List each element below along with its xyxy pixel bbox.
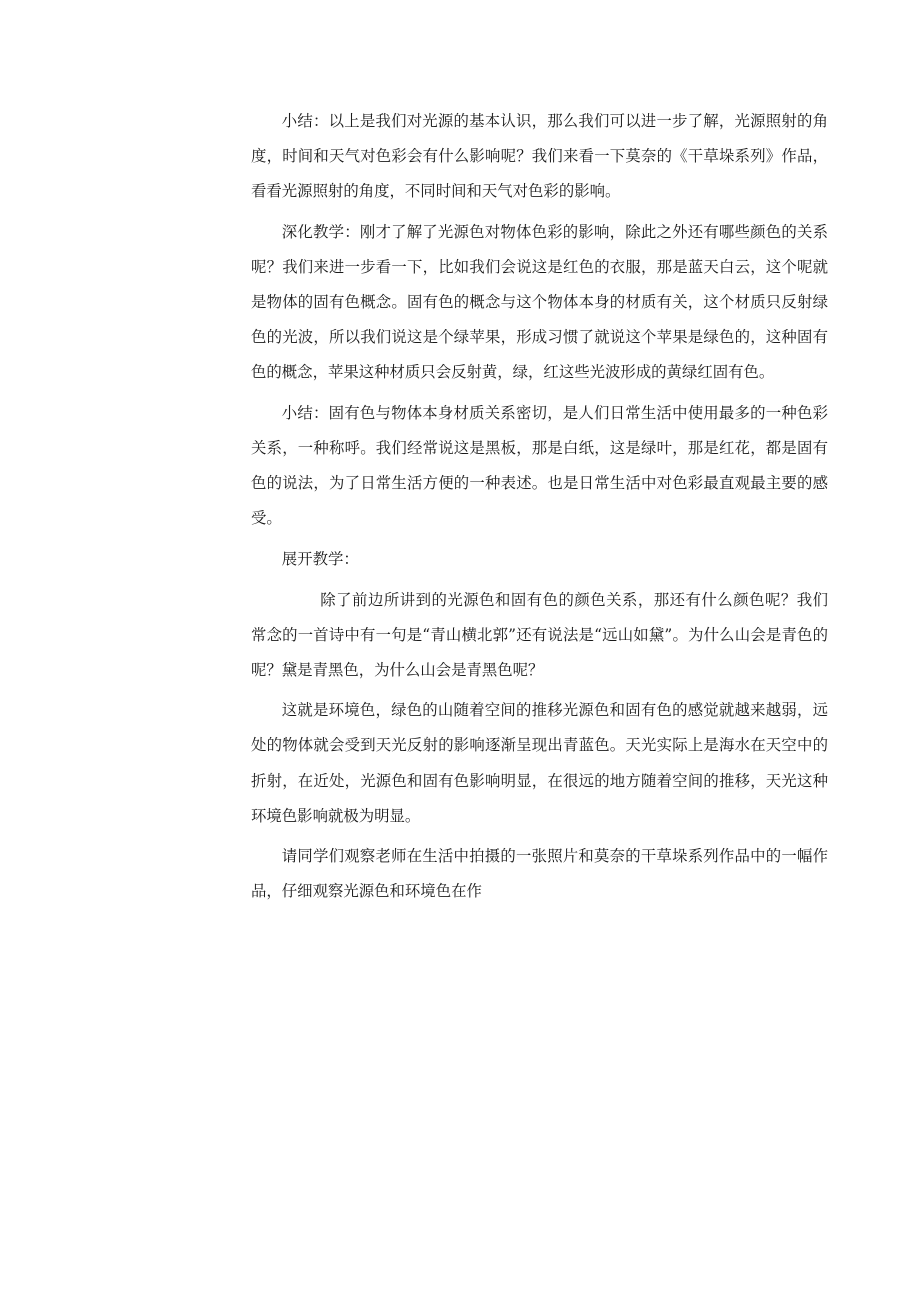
document-body — [251, 104, 828, 909]
paragraph-observation-task: 请同学们观察老师在生活中拍摄的一张照片和莫奈的干草垛系列作品中的一幅作品，仔细观察光源色和环境色在作 — [251, 847, 828, 901]
paragraph-poem-question: 除了前边所讲到的光源色和固有色的颜色关系，那还有什么颜色呢？我们常念的一首诗中有一句是“青山横北郭”还有说法是“远山如黛”。为什么山会是青色的呢？黛是青黑色，为什么山会是青黑色呢？ — [251, 590, 828, 680]
paragraph-summary-inherent-color: 小结：固有色与物体本身材质关系密切，是人们日常生活中使用最多的一种色彩关系，一种称呼。我们经常说这是黑板，那是白纸，这是绿叶，那是红花，都是固有色的说法，为了日常生活方便的一种表述。也是日常生活中对色彩最直观最主要的感受。 — [251, 403, 828, 528]
paragraph-expand-teaching-heading: 展开教学： — [281, 550, 359, 569]
paragraph-summary-light-source: 小结：以上是我们对光源的基本认识，那么我们可以进一步了解，光源照射的角度，时间和天气对色彩会有什么影响呢？我们来看一下莫奈的《干草垛系列》作品，看看光源照射的角度，不同时间和天气对色彩的影响。 — [251, 112, 828, 201]
paragraph-deepening-teaching: 深化教学：刚才了解了光源色对物体色彩的影响，除此之外还有哪些颜色的关系呢？我们来进一步看一下，比如我们会说这是红色的衣服，那是蓝天白云，这个呢就是物体的固有色概念。固有色的概念与这个物体本身的材质有关，这个材质只反射绿色的光波，所以我们说这是个绿苹果，形成习惯了就说这个苹果是绿色的，这种固有色的概念，苹果这种材质只会反射黄，绿，红这些光波形成的黄绿红固有色。 — [251, 222, 828, 382]
paragraph-environment-color: 这就是环境色，绿色的山随着空间的推移光源色和固有色的感觉就越来越弱，远处的物体就会受到天光反射的影响逐渐呈现出青蓝色。天光实际上是海水在天空中的折射，在近处，光源色和固有色影响明显，在很远的地方随着空间的推移，天光这种环境色影响就极为明显。 — [251, 701, 828, 825]
